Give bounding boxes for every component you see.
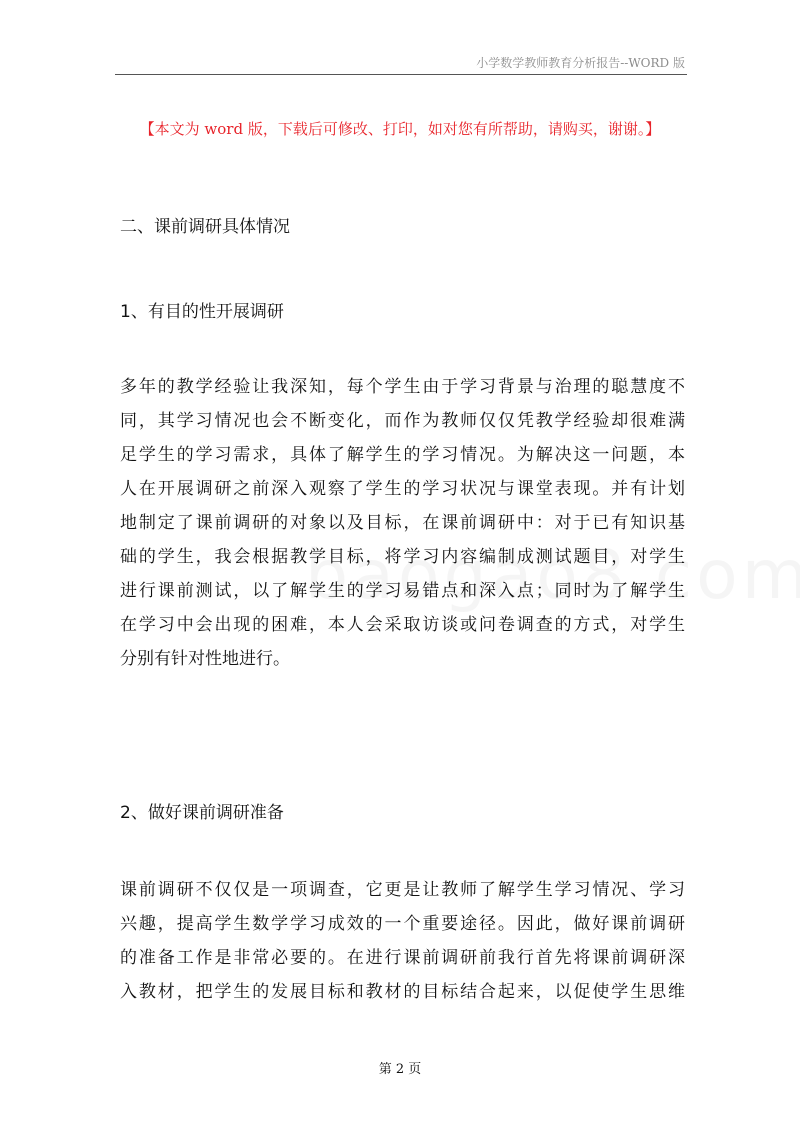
page-suffix: 页 (408, 1062, 422, 1077)
page-number (0, 1058, 800, 1077)
paragraph-line: 课前调研不仅仅是一项调查，它更是让教师了解学生学习情况、学习 (120, 880, 685, 900)
paragraph-line: 兴趣，提高学生数学学习成效的一个重要途径。因此，做好课前调研 (120, 914, 685, 934)
paragraph-line: 入教材，把学生的发展目标和教材的目标结合起来，以促使学生思维 (120, 982, 685, 1002)
paragraph-line: 础的学生，我会根据教学目标，将学习内容编制成测试题目，对学生 (120, 547, 685, 567)
paragraph-line: 地制定了课前调研的对象以及目标，在课前调研中：对于已有知识基 (120, 513, 685, 533)
purchase-notice: 【本文为 word 版，下载后可修改、打印，如对您有所帮助，请购买，谢谢。】 (139, 120, 661, 138)
paragraph-line: 人在开展调研之前深入观察了学生的学习状况与课堂表现。并有计划 (120, 479, 685, 499)
paragraph-line: 多年的教学经验让我深知，每个学生由于学习背景与治理的聪慧度不 (120, 377, 685, 397)
paragraph-research-preparation (120, 873, 685, 1009)
paragraph-line: 进行课前测试，以了解学生的学习易错点和深入点；同时为了解学生 (120, 581, 685, 601)
page-header (115, 52, 687, 75)
page-prefix: 第 (378, 1062, 392, 1077)
header-title: 小学数学教师教育分析报告--WORD 版 (476, 56, 685, 70)
subsection-heading-2: 2、做好课前调研准备 (120, 803, 284, 823)
section-heading-2: 二、课前调研具体情况 (120, 217, 290, 237)
paragraph-line: 足学生的学习需求，具体了解学生的学习情况。为解决这一问题，本 (120, 445, 685, 465)
paragraph-line: 分别有针对性地进行。 (120, 649, 290, 669)
paragraph-line: 同，其学习情况也会不断变化，而作为教师仅仅凭教学经验却很难满 (120, 411, 685, 431)
page-number-value: 2 (395, 1062, 405, 1077)
paragraph-line: 在学习中会出现的困难，本人会采取访谈或问卷调查的方式，对学生 (120, 615, 685, 635)
paragraph-line: 的准备工作是非常必要的。在进行课前调研前我行首先将课前调研深 (120, 948, 685, 968)
paragraph-targeted-research (120, 370, 685, 676)
subsection-heading-1: 1、有目的性开展调研 (120, 302, 284, 322)
